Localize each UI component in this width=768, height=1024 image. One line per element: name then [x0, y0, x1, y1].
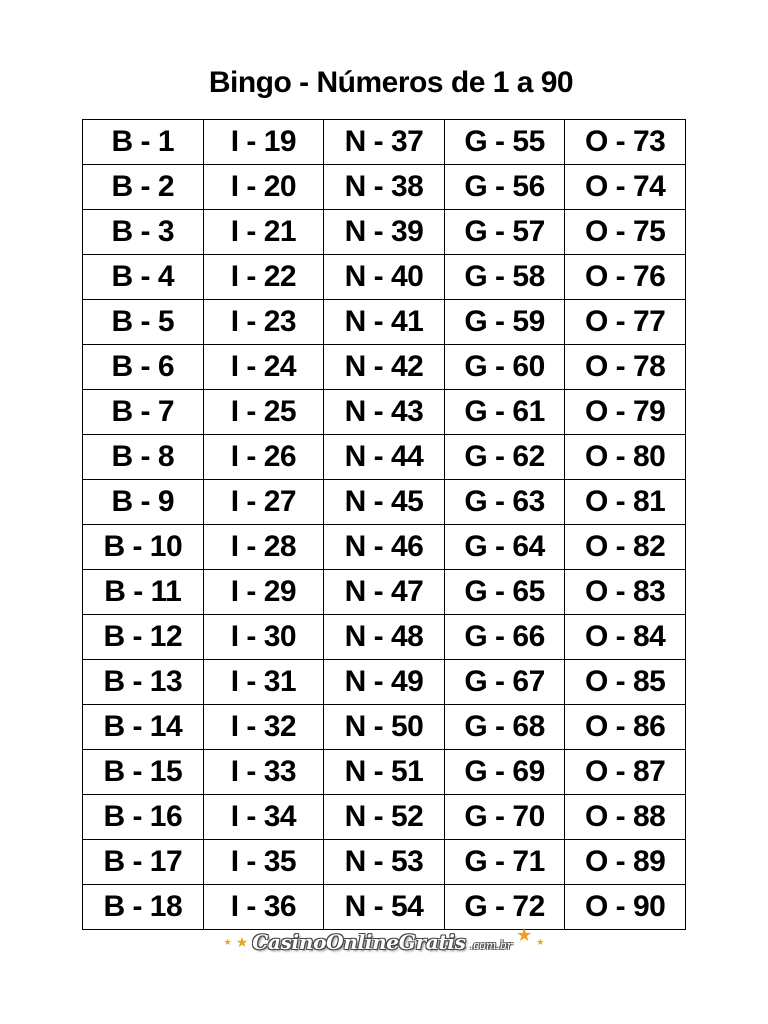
bingo-number-cell: I - 20: [203, 165, 324, 210]
table-row: [83, 210, 686, 255]
bingo-number-cell: G - 62: [444, 435, 565, 480]
page-title: Bingo - Números de 1 a 90: [208, 66, 574, 99]
bingo-number-cell: B - 11: [83, 570, 204, 615]
bingo-number-cell: G - 57: [444, 210, 565, 255]
bingo-number-cell: G - 63: [444, 480, 565, 525]
bingo-number-cell: G - 69: [444, 750, 565, 795]
bingo-number-cell: I - 35: [203, 840, 324, 885]
bingo-number-cell: G - 66: [444, 615, 565, 660]
bingo-number-cell: N - 48: [324, 615, 445, 660]
footer-logo: [0, 922, 768, 962]
table-row: [83, 525, 686, 570]
bingo-number-cell: O - 73: [565, 120, 686, 165]
bingo-number-cell: G - 56: [444, 165, 565, 210]
bingo-number-cell: N - 45: [324, 480, 445, 525]
bingo-number-cell: B - 17: [83, 840, 204, 885]
bingo-number-cell: I - 31: [203, 660, 324, 705]
bingo-number-cell: O - 83: [565, 570, 686, 615]
table-row: [83, 840, 686, 885]
bingo-number-cell: O - 88: [565, 795, 686, 840]
bingo-number-cell: G - 55: [444, 120, 565, 165]
bingo-number-cell: G - 60: [444, 345, 565, 390]
bingo-number-cell: O - 80: [565, 435, 686, 480]
bingo-number-cell: I - 19: [203, 120, 324, 165]
bingo-number-cell: I - 36: [203, 885, 324, 930]
bingo-number-cell: B - 9: [83, 480, 204, 525]
bingo-number-table: [82, 119, 686, 930]
bingo-number-cell: I - 23: [203, 300, 324, 345]
bingo-number-cell: I - 33: [203, 750, 324, 795]
bingo-number-cell: O - 75: [565, 210, 686, 255]
logo-text: CasinoOnlineGratis: [252, 930, 466, 954]
bingo-number-cell: I - 30: [203, 615, 324, 660]
bingo-number-cell: I - 34: [203, 795, 324, 840]
bingo-number-cell: G - 68: [444, 705, 565, 750]
bingo-number-cell: O - 87: [565, 750, 686, 795]
bingo-number-cell: O - 77: [565, 300, 686, 345]
bingo-number-cell: G - 58: [444, 255, 565, 300]
bingo-number-cell: B - 5: [83, 300, 204, 345]
table-row: [83, 750, 686, 795]
bingo-number-cell: I - 29: [203, 570, 324, 615]
bingo-table-body: [83, 120, 686, 930]
bingo-number-cell: G - 72: [444, 885, 565, 930]
table-row: [83, 705, 686, 750]
bingo-number-cell: N - 46: [324, 525, 445, 570]
table-row: [83, 345, 686, 390]
bingo-number-cell: N - 49: [324, 660, 445, 705]
bingo-number-cell: B - 14: [83, 705, 204, 750]
bingo-number-cell: B - 1: [83, 120, 204, 165]
bingo-number-cell: B - 6: [83, 345, 204, 390]
bingo-number-cell: G - 67: [444, 660, 565, 705]
table-row: [83, 390, 686, 435]
table-row: [83, 120, 686, 165]
bingo-number-cell: I - 21: [203, 210, 324, 255]
bingo-number-cell: B - 16: [83, 795, 204, 840]
bingo-number-cell: N - 50: [324, 705, 445, 750]
table-row: [83, 795, 686, 840]
bingo-number-cell: I - 26: [203, 435, 324, 480]
bingo-number-cell: G - 70: [444, 795, 565, 840]
bingo-number-cell: B - 2: [83, 165, 204, 210]
bingo-number-cell: N - 38: [324, 165, 445, 210]
bingo-number-cell: O - 85: [565, 660, 686, 705]
bingo-number-cell: I - 27: [203, 480, 324, 525]
bingo-number-cell: N - 54: [324, 885, 445, 930]
bingo-number-cell: O - 86: [565, 705, 686, 750]
star-icon: ★: [516, 925, 533, 945]
table-row: [83, 435, 686, 480]
bingo-number-cell: N - 37: [324, 120, 445, 165]
table-row: [83, 255, 686, 300]
bingo-number-cell: N - 47: [324, 570, 445, 615]
table-row: [83, 300, 686, 345]
logo-suffix: .com.br: [469, 938, 513, 952]
bingo-number-cell: N - 43: [324, 390, 445, 435]
bingo-number-cell: B - 18: [83, 885, 204, 930]
bingo-number-cell: B - 10: [83, 525, 204, 570]
bingo-number-cell: O - 81: [565, 480, 686, 525]
bingo-number-cell: B - 8: [83, 435, 204, 480]
table-row: [83, 480, 686, 525]
bingo-number-cell: O - 74: [565, 165, 686, 210]
bingo-number-cell: O - 84: [565, 615, 686, 660]
bingo-number-cell: N - 42: [324, 345, 445, 390]
star-icon: ★: [536, 936, 545, 947]
bingo-number-cell: I - 32: [203, 705, 324, 750]
table-row: [83, 615, 686, 660]
bingo-number-cell: N - 41: [324, 300, 445, 345]
bingo-number-cell: O - 76: [565, 255, 686, 300]
bingo-number-cell: B - 7: [83, 390, 204, 435]
bingo-number-cell: N - 53: [324, 840, 445, 885]
bingo-number-cell: N - 40: [324, 255, 445, 300]
bingo-number-cell: G - 71: [444, 840, 565, 885]
bingo-number-cell: G - 61: [444, 390, 565, 435]
bingo-number-cell: O - 79: [565, 390, 686, 435]
bingo-number-cell: B - 3: [83, 210, 204, 255]
table-row: [83, 165, 686, 210]
bingo-number-cell: B - 12: [83, 615, 204, 660]
bingo-number-cell: G - 64: [444, 525, 565, 570]
bingo-number-cell: O - 89: [565, 840, 686, 885]
bingo-number-cell: I - 22: [203, 255, 324, 300]
bingo-number-cell: B - 15: [83, 750, 204, 795]
bingo-number-cell: N - 39: [324, 210, 445, 255]
table-row: [83, 570, 686, 615]
bingo-number-cell: G - 65: [444, 570, 565, 615]
bingo-number-cell: N - 44: [324, 435, 445, 480]
bingo-number-cell: O - 78: [565, 345, 686, 390]
bingo-number-cell: O - 82: [565, 525, 686, 570]
star-icon: ★: [235, 934, 249, 950]
bingo-number-cell: B - 13: [83, 660, 204, 705]
table-row: [83, 660, 686, 705]
bingo-number-cell: N - 52: [324, 795, 445, 840]
star-icon: ★: [223, 936, 232, 947]
bingo-number-cell: I - 25: [203, 390, 324, 435]
bingo-number-cell: O - 90: [565, 885, 686, 930]
bingo-number-cell: I - 24: [203, 345, 324, 390]
bingo-number-cell: G - 59: [444, 300, 565, 345]
bingo-number-cell: I - 28: [203, 525, 324, 570]
bingo-number-cell: B - 4: [83, 255, 204, 300]
bingo-number-cell: N - 51: [324, 750, 445, 795]
